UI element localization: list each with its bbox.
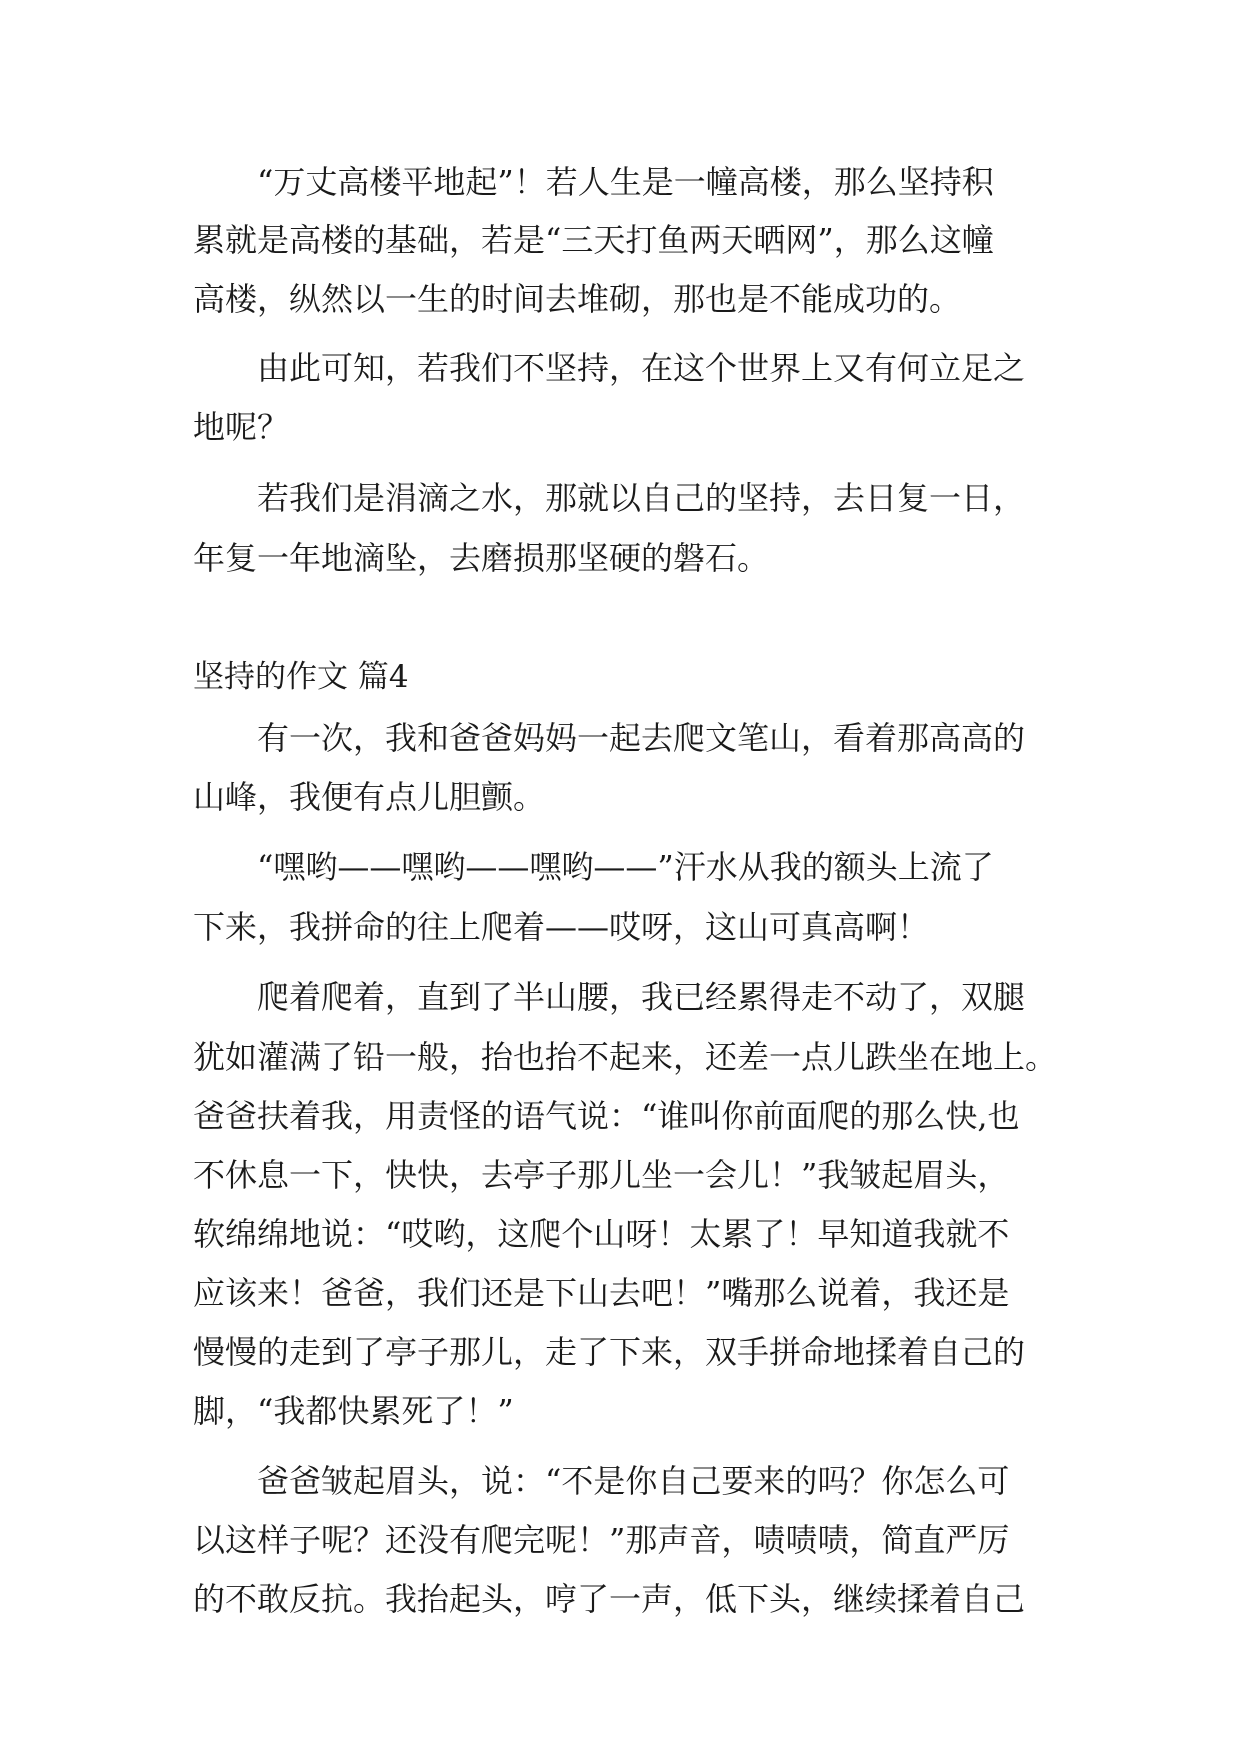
paragraph-line: 有一次，我和爸爸妈妈一起去爬文笔山，看着那高高的 — [257, 719, 1026, 757]
paragraph-line: “嘿哟——嘿哟——嘿哟——”汗水从我的额头上流了 — [257, 848, 994, 886]
paragraph-line: 山峰，我便有点儿胆颤。 — [193, 778, 546, 816]
paragraph-line: 地呢？ — [193, 408, 290, 446]
paragraph-line: 犹如灌满了铅一般，抬也抬不起来，还差一点儿跌坐在地上。 — [193, 1038, 1058, 1076]
paragraph-line: 应该来！爸爸，我们还是下山去吧！”嘴那么说着，我还是 — [193, 1274, 1010, 1312]
paragraph-line: 累就是高楼的基础，若是“三天打鱼两天晒网”，那么这幢 — [193, 221, 994, 259]
paragraph-line: 爸爸扶着我，用责怪的语气说：“谁叫你前面爬的那么快,也 — [193, 1097, 1020, 1135]
paragraph-line: 若我们是涓滴之水，那就以自己的坚持，去日复一日， — [257, 479, 1026, 517]
paragraph-line: 高楼，纵然以一生的时间去堆砌，那也是不能成功的。 — [193, 280, 962, 318]
paragraph-line: 以这样子呢？还没有爬完呢！”那声音，啧啧啧，简直严厉 — [193, 1521, 1010, 1559]
paragraph-line: 不休息一下，快快，去亭子那儿坐一会儿！”我皱起眉头， — [193, 1156, 1010, 1194]
paragraph-line: 年复一年地滴坠，去磨损那坚硬的磐石。 — [193, 539, 770, 577]
paragraph-line: 爬着爬着，直到了半山腰，我已经累得走不动了，双腿 — [257, 978, 1026, 1016]
paragraph-line: 软绵绵地说：“哎哟，这爬个山呀！太累了！早知道我就不 — [193, 1215, 1010, 1253]
paragraph-line: 脚，“我都快累死了！” — [193, 1392, 514, 1430]
paragraph-line: 的不敢反抗。我抬起头，哼了一声，低下头，继续揉着自己 — [193, 1580, 1026, 1618]
paragraph-line: “万丈高楼平地起”！若人生是一幢高楼，那么坚持积 — [257, 163, 994, 201]
section-heading: 坚持的作文 篇4 — [193, 659, 409, 695]
paragraph-line: 慢慢的走到了亭子那儿，走了下来，双手拼命地揉着自己的 — [193, 1333, 1026, 1371]
paragraph-line: 下来，我拼命的往上爬着——哎呀，这山可真高啊！ — [193, 908, 930, 946]
paragraph-line: 爸爸皱起眉头，说：“不是你自己要来的吗？你怎么可 — [257, 1462, 1010, 1500]
paragraph-line: 由此可知，若我们不坚持，在这个世界上又有何立足之 — [257, 349, 1026, 387]
